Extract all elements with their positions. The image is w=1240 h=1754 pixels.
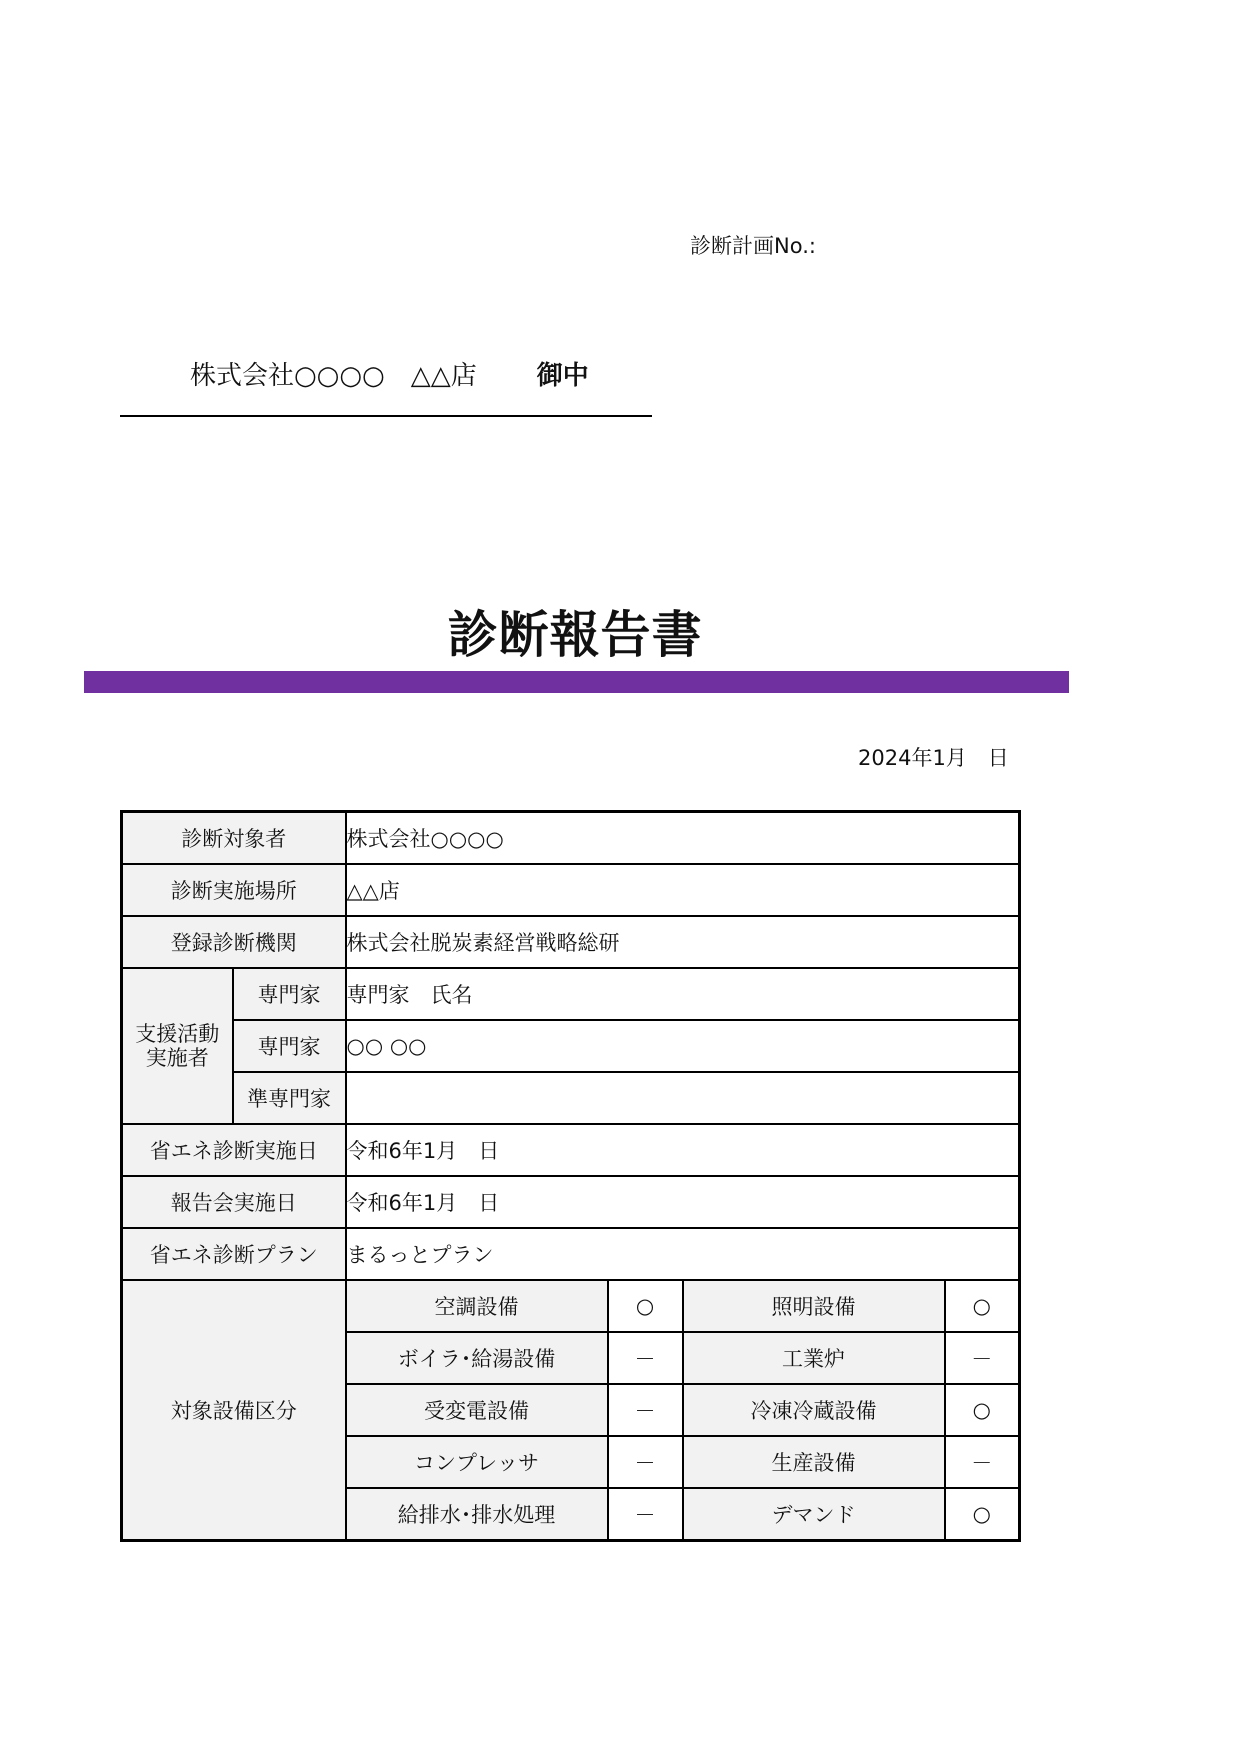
support-staff-label: 支援活動実施者 (122, 968, 233, 1124)
equipment-mark: ○ (608, 1280, 683, 1332)
equipment-mark: － (608, 1436, 683, 1488)
table-row (122, 812, 1020, 865)
equipment-mark: ○ (945, 1280, 1020, 1332)
equipment-row (122, 1280, 1020, 1332)
recipient-honorific: 御中 (536, 361, 589, 391)
audit-date-label: 省エネ診断実施日 (122, 1124, 346, 1176)
table-row (122, 1228, 1020, 1280)
equipment-name: 受変電設備 (346, 1384, 608, 1436)
plan-number-label: 診断計画No.: (690, 234, 816, 258)
equipment-name: 給排水･排水処理 (346, 1488, 608, 1541)
organization-label: 登録診断機関 (122, 916, 346, 968)
audit-plan-label: 省エネ診断プラン (122, 1228, 346, 1280)
equipment-mark: － (608, 1488, 683, 1541)
equipment-name: 空調設備 (346, 1280, 608, 1332)
audit-plan-value: まるっとプラン (346, 1228, 1020, 1280)
equipment-name: ボイラ･給湯設備 (346, 1332, 608, 1384)
equipment-category-label: 対象設備区分 (122, 1280, 346, 1541)
associate-expert-value (346, 1072, 1020, 1124)
table-row (122, 864, 1020, 916)
table-row (122, 1072, 1020, 1124)
table-row (122, 1020, 1020, 1072)
document-title: 診断報告書 (447, 606, 703, 664)
equipment-mark: － (608, 1332, 683, 1384)
equipment-name: 工業炉 (683, 1332, 945, 1384)
associate-expert-label: 準専門家 (233, 1072, 346, 1124)
recipient-underline (120, 415, 652, 417)
audit-date-value: 令和6年1月 日 (346, 1124, 1020, 1176)
expert2-label: 専門家 (233, 1020, 346, 1072)
site-value: △△店 (346, 864, 1020, 916)
equipment-name: デマンド (683, 1488, 945, 1541)
equipment-mark: － (945, 1436, 1020, 1488)
table-row (122, 1176, 1020, 1228)
target-value: 株式会社○○○○ (346, 812, 1020, 865)
equipment-mark: － (945, 1332, 1020, 1384)
equipment-name: 生産設備 (683, 1436, 945, 1488)
organization-value: 株式会社脱炭素経営戦略総研 (346, 916, 1020, 968)
equipment-name: 冷凍冷蔵設備 (683, 1384, 945, 1436)
report-info-table (120, 810, 1021, 1542)
title-accent-bar (84, 671, 1069, 693)
site-label: 診断実施場所 (122, 864, 346, 916)
expert1-label: 専門家 (233, 968, 346, 1020)
equipment-mark: ○ (945, 1488, 1020, 1541)
expert1-value: 専門家 氏名 (346, 968, 1020, 1020)
equipment-mark: － (608, 1384, 683, 1436)
equipment-name: 照明設備 (683, 1280, 945, 1332)
equipment-name: コンプレッサ (346, 1436, 608, 1488)
recipient-name: 株式会社○○○○ △△店 (190, 361, 477, 391)
table-row (122, 968, 1020, 1020)
report-meeting-date-label: 報告会実施日 (122, 1176, 346, 1228)
recipient (190, 355, 589, 392)
report-date: 2024年1月 日 (858, 746, 1009, 770)
equipment-mark: ○ (945, 1384, 1020, 1436)
table-row (122, 1124, 1020, 1176)
target-label: 診断対象者 (122, 812, 346, 865)
table-row (122, 916, 1020, 968)
report-meeting-date-value: 令和6年1月 日 (346, 1176, 1020, 1228)
expert2-value: ○○ ○○ (346, 1020, 1020, 1072)
